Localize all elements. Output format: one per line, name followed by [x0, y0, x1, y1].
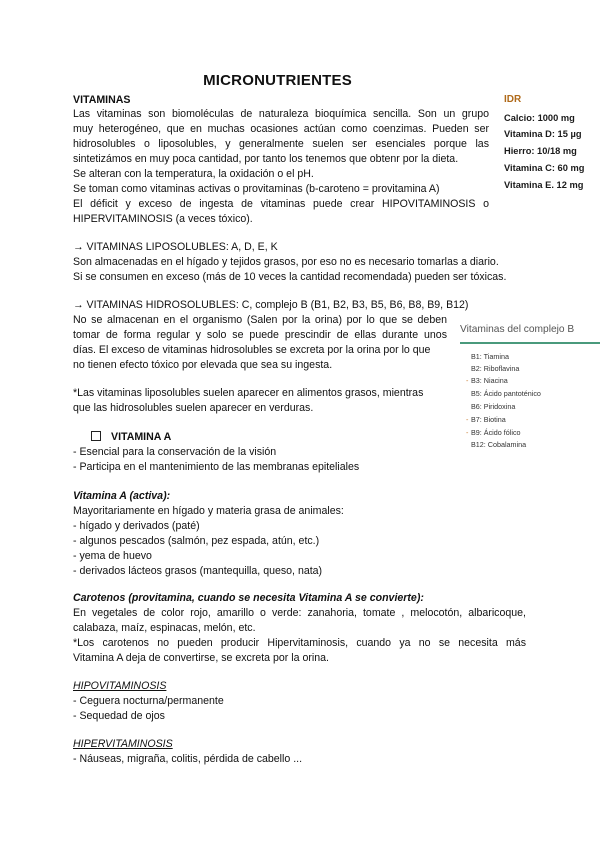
intro-line: sintetizámos en muy poca cantidad, por tanto los tenemos que obtenr por la dieta.	[73, 153, 459, 165]
complejo-b-item: B1: Tiamina	[471, 352, 509, 361]
complejo-b-item: B2: Riboflavina	[471, 364, 520, 373]
intro-line: muy heterogéneo, que en muchas ocasiones actúan como coenzimas. Pueden ser	[73, 123, 489, 135]
complejo-b-item: B12: Cobalamina	[471, 440, 527, 449]
page-title: MICRONUTRIENTES	[203, 72, 352, 89]
complejo-b-divider	[460, 342, 600, 344]
activa-line: - yema de huevo	[73, 550, 152, 562]
hidrosolubles-heading: → VITAMINAS HIDROSOLUBLES: C, complejo B (B1, B2, B3, B5, B6, B8, B9, B12)	[73, 299, 469, 311]
hipovitaminosis-heading: HIPOVITAMINOSIS	[73, 680, 167, 692]
liposolubles-line: Son almacenadas en el hígado y tejidos grasos, por eso no es necesario tomarlas a diario.	[73, 256, 499, 268]
hidrosolubles-line: no tienen efecto tóxico por elevada que sea su ingesta.	[73, 359, 333, 371]
section-heading-vitaminas: VITAMINAS	[73, 94, 131, 106]
intro-line: Las vitaminas son biomoléculas de naturaleza bioquímica sencilla. Son un grupo	[73, 108, 489, 120]
vitamina-a-heading: VITAMINA A	[91, 430, 171, 445]
intro-line: hidrosolubles o liposolubles, y generalmente suelen ser esenciales porque las	[73, 138, 489, 150]
activa-heading: Vitamina A (activa):	[73, 490, 171, 502]
hidrosolubles-line: No se almacenan en el organismo (Salen por la orina) por lo que se deben	[73, 314, 447, 326]
complejo-b-item: B6: Piridoxina	[471, 402, 516, 411]
hidrosolubles-line: tomar de forma regular y solo se puede prescindir de ellas durante unos	[73, 329, 447, 341]
activa-line: - algunos pescados (salmón, pez espada, atún, etc.)	[73, 535, 320, 547]
liposolubles-heading: → VITAMINAS LIPOSOLUBLES: A, D, E, K	[73, 241, 278, 253]
carotenos-line: En vegetales de color rojo, amarillo o verde: zanahoria, tomate , melocotón, albaricoque,	[73, 607, 526, 619]
hidrosolubles-line: días. El exceso de vitaminas hidrosolubles se excreta por la orina por lo que	[73, 344, 431, 356]
hipervitaminosis-line: - Náuseas, migraña, colitis, pérdida de cabello ...	[73, 753, 303, 765]
note-line: que las hidrosolubles suelen aparecer en verduras.	[73, 402, 314, 414]
activa-line: - derivados lácteos grasos (mantequilla, queso, nata)	[73, 565, 323, 577]
activa-line: Mayoritariamente en hígado y materia grasa de animales:	[73, 505, 344, 517]
carotenos-line: calabaza, maíz, espinacas, melón, etc.	[73, 622, 256, 634]
complejo-b-item: - B3: Niacina	[466, 376, 508, 385]
liposolubles-line: Si se consumen en exceso (más de 10 veces la cantidad recomendada) pueden ser tóxicas.	[73, 271, 507, 283]
hipovitaminosis-line: - Ceguera nocturna/permanente	[73, 695, 224, 707]
intro-line: Se alteran con la temperatura, la oxidación o el pH.	[73, 168, 314, 180]
note-line: *Las vitaminas liposolubles suelen aparecer en alimentos grasos, mientras	[73, 387, 424, 399]
activa-line: - hígado y derivados (paté)	[73, 520, 200, 532]
idr-item: Calcio: 1000 mg	[504, 113, 575, 123]
complejo-b-item: - B7: Biotina	[466, 415, 506, 424]
carotenos-line: *Los carotenos no pueden producir Hipervitaminosis, cuando ya no se necesita más	[73, 637, 526, 649]
carotenos-heading: Carotenos (provitamina, cuando se necesita Vitamina A se convierte):	[73, 592, 424, 604]
intro-line: Se toman como vitaminas activas o provitaminas (b-caroteno = provitamina A)	[73, 183, 440, 195]
complejo-b-item: - B9: Ácido fólico	[466, 428, 521, 437]
complejo-b-item: B5: Ácido pantoténico	[471, 389, 541, 398]
idr-item: Vitamina D: 15 µg	[504, 129, 582, 139]
checkbox-bullet-icon	[91, 431, 101, 441]
intro-line: El déficit y exceso de ingesta de vitaminas puede crear HIPOVITAMINOSIS o	[73, 198, 489, 210]
vitamina-a-bullet: - Participa en el mantenimiento de las membranas epiteliales	[73, 461, 360, 473]
hipervitaminosis-heading: HIPERVITAMINOSIS	[73, 738, 173, 750]
idr-item: Hierro: 10/18 mg	[504, 146, 577, 156]
vitamina-a-bullet: - Esencial para la conservación de la visión	[73, 446, 277, 458]
carotenos-line: Vitamina A deja de convertirse, se excreta por la orina.	[73, 652, 329, 664]
idr-item: Vitamina E. 12 mg	[504, 180, 584, 190]
intro-line: HIPERVITAMINOSIS (a veces tóxico).	[73, 213, 253, 225]
complejo-b-figure	[456, 318, 600, 454]
hipovitaminosis-line: - Sequedad de ojos	[73, 710, 165, 722]
idr-item: Vitamina C: 60 mg	[504, 163, 585, 173]
complejo-b-title: Vitaminas del complejo B	[460, 324, 575, 335]
idr-heading: IDR	[504, 94, 522, 105]
